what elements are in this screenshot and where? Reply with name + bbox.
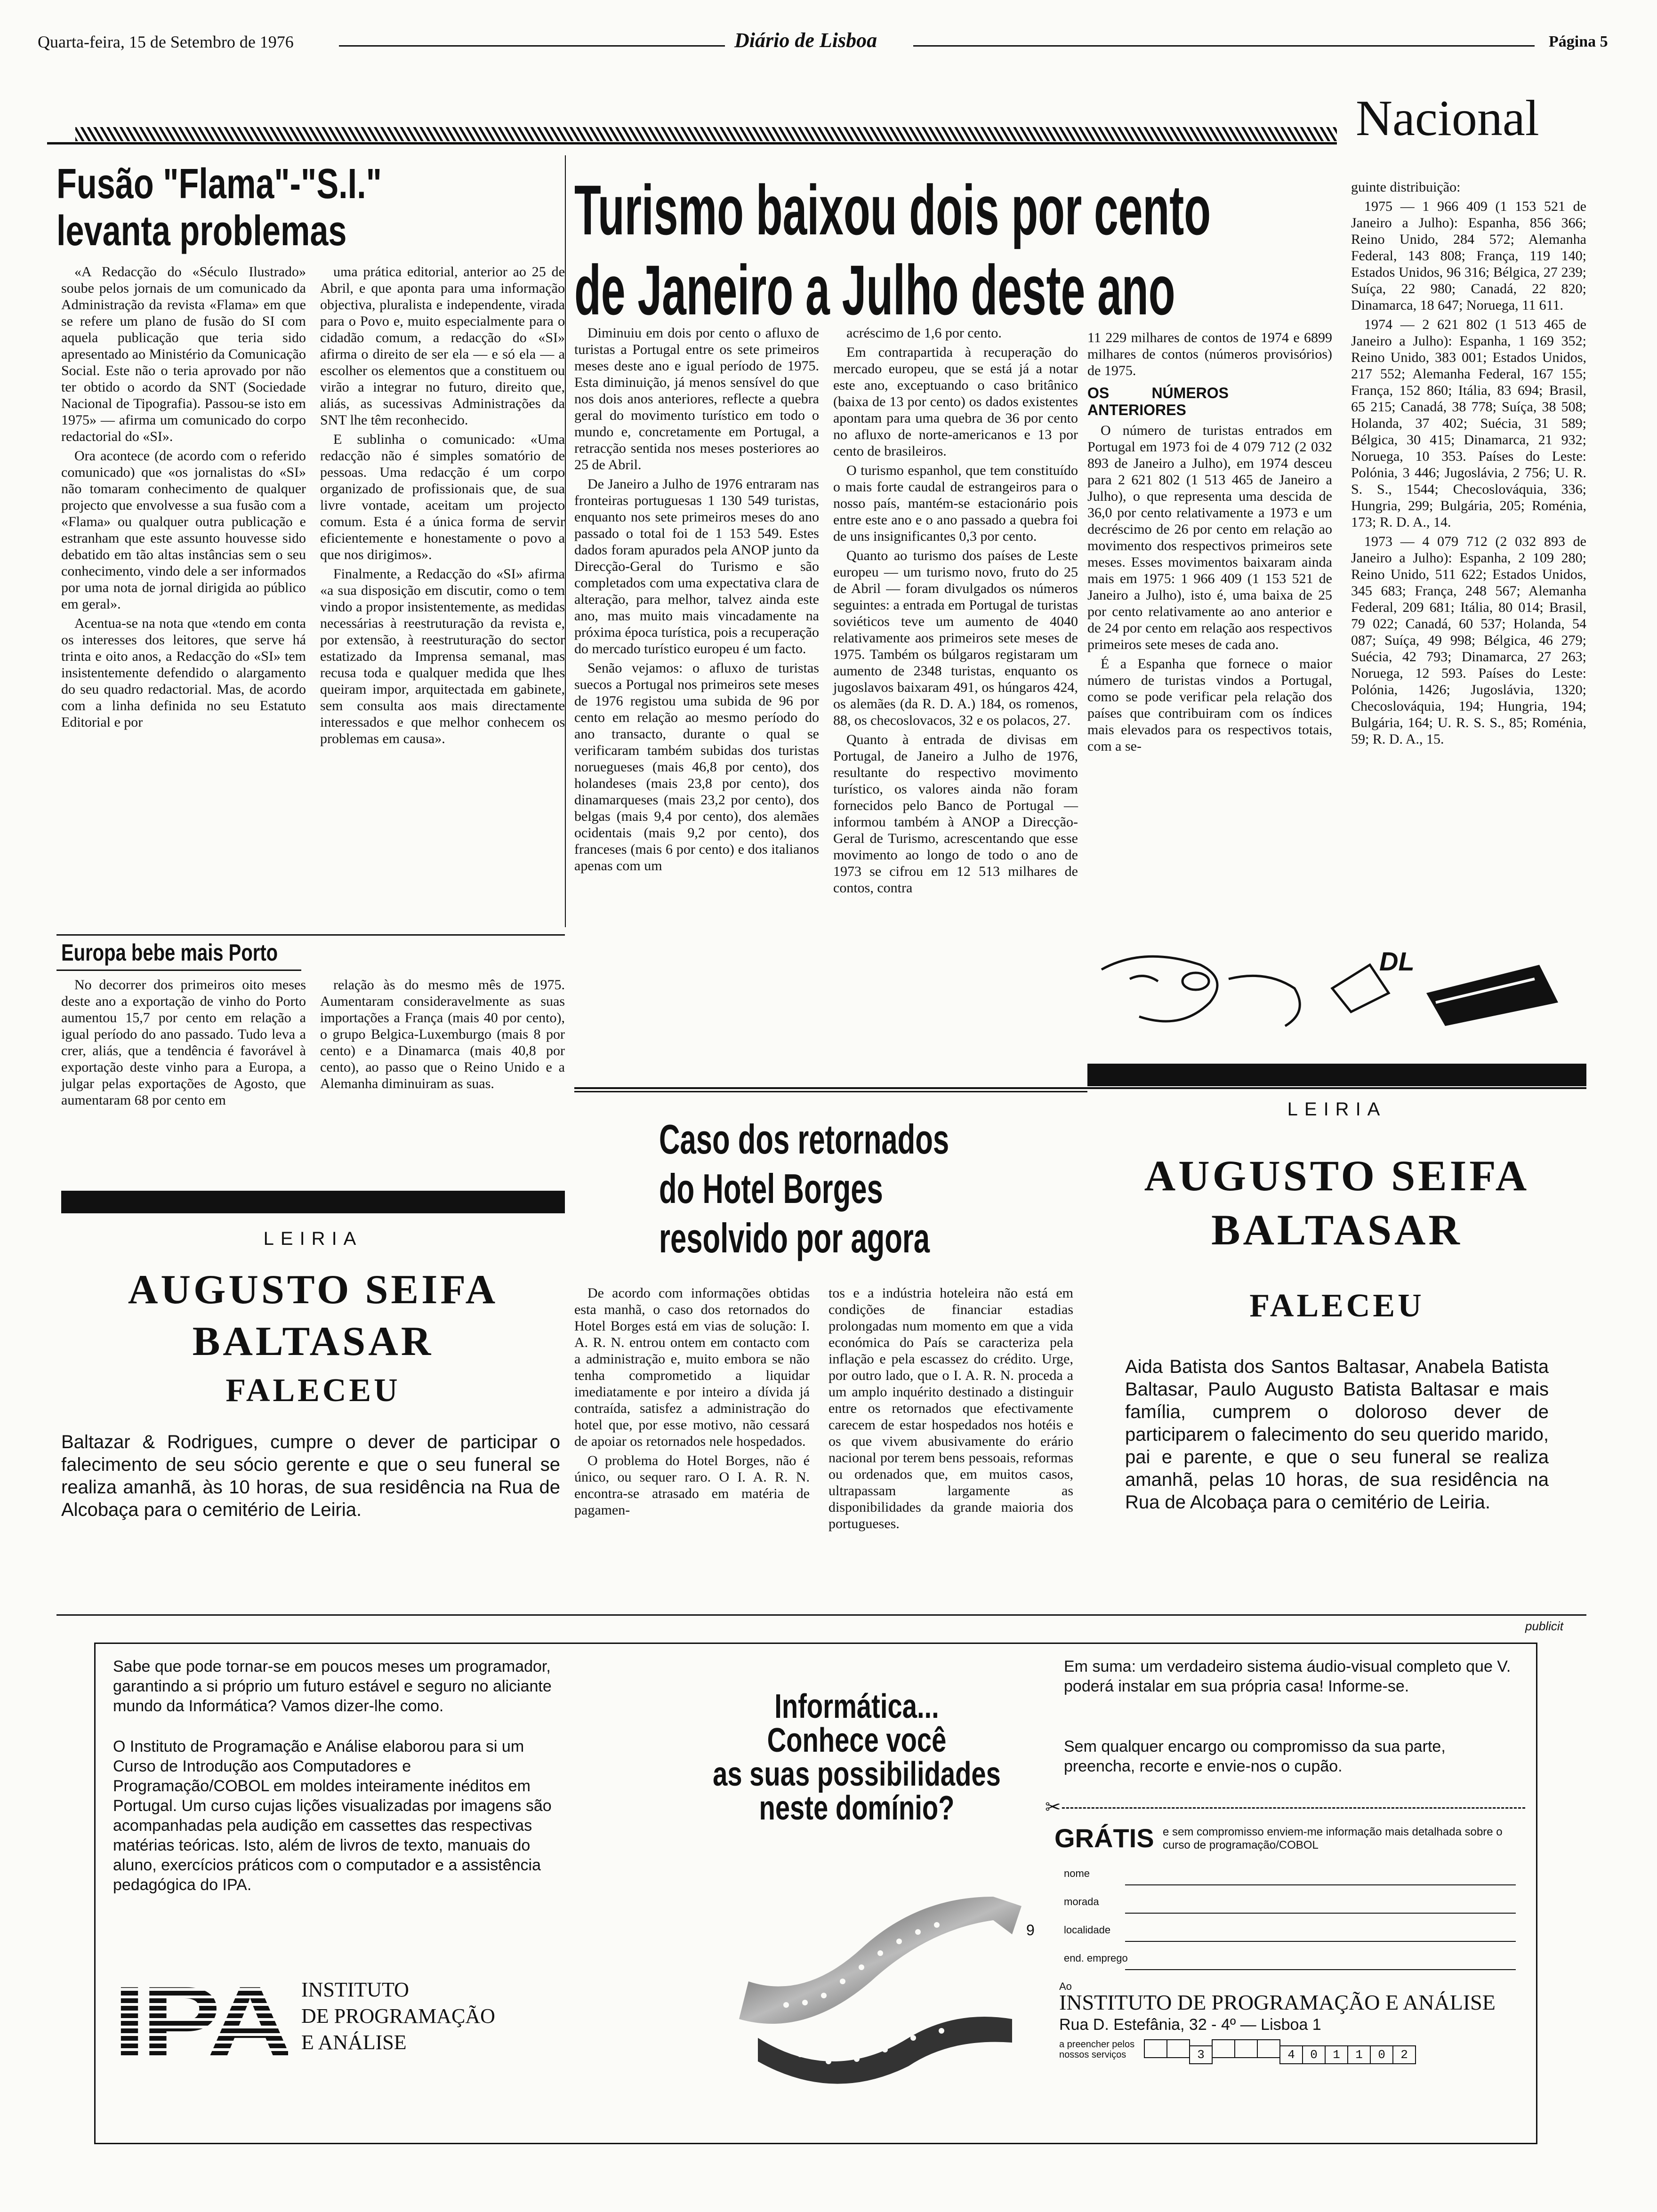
paragraph: O turismo espanhol, que tem constituído o mais forte caudal de estrangeiros para o nosso país, mantém-se estacionário pois entre este ano e o ano passado a quebra foi de uns insignificantes 0,3 por cento. bbox=[833, 463, 1078, 544]
coupon bbox=[1026, 1797, 1525, 2133]
cartoon bbox=[1087, 937, 1586, 1040]
paragraph: De Janeiro a Julho de 1976 entraram nas fronteiras portuguesas 1 130 549 turistas, enquanto nos sete primeiros meses do ano passado o total foi de 1 153 549. Estes dados foram apurados pela ANOP junto da Direcção-Geral do Turismo e são completados com uma expectativa clara de alteração, para melhor, talvez ainda este ano, mas muito mais vincadamente na próxima época turística, pois a recuperação do mercado turístico europeu é um facto. bbox=[574, 476, 819, 657]
paragraph: Senão vejamos: o afluxo de turistas suecos a Portugal nos primeiros sete meses de 1976 registou uma subida de 96 por cento em relação ao mesmo período do ano transacto, durante o qual se verificaram também subidas dos turistas noruegueses (mais 46,8 por cento), dos holandeses (mais 23,8 por cento), dos dinamarqueses (mais 23,2 por cento), dos belgas (mais 9,4 por cento), dos alemães ocidentais (mais 9,2 por cento), dos franceses (mais 6 por cento) e dos italianos apenas com um bbox=[574, 660, 819, 874]
cartoon-rule bbox=[574, 1087, 1586, 1089]
field-morada[interactable] bbox=[1064, 1896, 1516, 1915]
paragraph: relação às do mesmo mês de 1975. Aumentaram consideravelmente as suas importações a França (mais 40 por cento), o grupo Belgica-Luxemburgo (mais 8 por cento) e a Dinamarca (mais 40,8 por cento), ao passo que o Reino Unido e a Alemanha diminuiram as suas. bbox=[320, 977, 565, 1091]
punched-tape-art bbox=[730, 1840, 1036, 2104]
fusao-headline-1: Fusão "Flama"-"S.I." bbox=[56, 160, 382, 208]
paragraph: E sublinha o comunicado: «Uma redacção não é simples somatório de pessoas. Uma redacção é um corpo organizado de profissionais que, de sua livre vontade, aceitam um projecto comum. Esta é a única forma de servir eficientemente e honestamente o povo a que nos dirigimos». bbox=[320, 432, 565, 562]
obit-right-place: LEIRIA bbox=[1287, 1099, 1387, 1120]
code-box bbox=[1257, 2039, 1280, 2058]
field-line[interactable] bbox=[1125, 1941, 1516, 1942]
paragraph: Quanto ao turismo dos países de Leste europeu — um turismo novo, fruto do 25 de Abril — foram divulgados os números seguintes: a entrada em Portugal de turistas soviéticos teve um aumento de 4040 relativamente aos primeiros sete meses de 1975. Também os búlgaros registaram um aumento de 2348 turistas, enquanto os jugoslavos baixaram 491, os húngaros 424, os alemães (da R. D. A.) 184, os romenos, 88, os checoslovacos, 32 e os polacos, 27. bbox=[833, 548, 1078, 728]
europa-headline-rule bbox=[56, 970, 301, 971]
obit-left-text: Baltazar & Rodrigues, cumpre o dever de participar o falecimento de seu sócio gerente e que o seu funeral se realiza amanhã, às 10 horas, de sua residência na Rua de Alcobaça para o cemitério de Leiria. bbox=[61, 1432, 560, 1520]
paragraph: Finalmente, a Redacção do «SI» afirma «a sua disposição em discutir, como o tem vindo a propor insistentemente, as medidas necessárias à reestruturação da revista e, por extensão, à reestruturação do sector estatizado da Imprensa semanal, mas recusa toda e qualquer medida que lhes queiram impor, arquitectada em gabinete, sem consulta aos mais directamente interessados e que melhor conhecem os problemas em causa». bbox=[320, 566, 565, 746]
code-box: 2 bbox=[1392, 2045, 1416, 2064]
gratis-label: GRÁTIS bbox=[1054, 1823, 1154, 1853]
code-box: 1 bbox=[1347, 2045, 1371, 2064]
masthead-page: Página 5 bbox=[1549, 33, 1608, 50]
obit-right-name-1: AUGUSTO SEIFA bbox=[1144, 1152, 1530, 1200]
paragraph: guinte distribuição: bbox=[1351, 179, 1461, 195]
ipa-logo-line: INSTITUTO bbox=[301, 1978, 409, 2001]
obit-right-top-rule bbox=[1087, 1064, 1586, 1086]
europa-headline: Europa bebe mais Porto bbox=[61, 939, 278, 966]
masthead-rule-right bbox=[913, 45, 1535, 47]
turismo-col-4 bbox=[1351, 179, 1586, 750]
ipa-logo-text bbox=[301, 1977, 495, 2056]
retornados-top-rule bbox=[574, 1091, 1087, 1092]
ipa-logo bbox=[113, 1966, 289, 2076]
coupon-fill-note: a preencher pelos nossos serviços bbox=[1059, 2039, 1135, 2060]
obit-left-name-2: BALTASAR bbox=[192, 1319, 434, 1364]
paragraph: 11 229 milhares de contos de 1974 e 6899 milhares de contos (números provisórios) de 1975. bbox=[1087, 330, 1332, 378]
obit-right-name-2: BALTASAR bbox=[1211, 1206, 1463, 1254]
gratis-note: e sem compromisso enviem-me informação mais detalhada sobre o curso de programação/COBOL bbox=[1163, 1826, 1503, 1851]
europa-col-2 bbox=[320, 977, 565, 1095]
obit-left-place: LEIRIA bbox=[263, 1228, 363, 1249]
paragraph: 1975 — 1 966 409 (1 153 521 de Janeiro a Julho): Espanha, 856 366; Reino Unido, 284 572; Alemanha Federal, 143 808; França, 119 140; Estados Unidos, 96 316; Bélgica, 27 239; Suíça, 22 980; Canadá, 22 820; Dinamarca, 18 647; Noruega, 11 611. bbox=[1351, 199, 1586, 313]
europa-col-1 bbox=[61, 977, 306, 1111]
code-box: 3 bbox=[1189, 2045, 1213, 2064]
paragraph: acréscimo de 1,6 por cento. bbox=[846, 325, 1002, 341]
fusao-col-2 bbox=[320, 264, 565, 750]
retornados-col-1 bbox=[574, 1285, 810, 1521]
ad-top-rule bbox=[56, 1614, 1586, 1616]
turismo-col-2 bbox=[833, 325, 1078, 899]
field-line[interactable] bbox=[1125, 1969, 1516, 1970]
scissors-icon: ✂ bbox=[1045, 1797, 1061, 1818]
code-box bbox=[1166, 2039, 1190, 2058]
ipa-logo-mark: IPA bbox=[113, 1966, 289, 2076]
masthead-rule-left bbox=[339, 45, 725, 47]
code-box bbox=[1144, 2039, 1167, 2058]
ipa-logo-line: DE PROGRAMAÇÃO bbox=[301, 2004, 495, 2028]
paragraph: Em contrapartida à recuperação do mercado europeu, que se está já a notar este ano, exceptuando o caso britânico (baixa de 13 por cento) os dados existentes apontam para uma quebra de 36 por cento no afluxo de norte-americanos e 13 por cento de brasileiros. bbox=[833, 345, 1078, 459]
turismo-subhead: OS NÚMEROS ANTERIORES bbox=[1087, 385, 1229, 418]
code-box: 0 bbox=[1370, 2045, 1393, 2064]
ad-headline-line: neste domínio? bbox=[759, 1789, 955, 1827]
coupon-address: Rua D. Estefânia, 32 - 4º — Lisboa 1 bbox=[1059, 2016, 1321, 2034]
ad-headline-line: as suas possibilidades bbox=[713, 1755, 1001, 1793]
code-box bbox=[1234, 2039, 1258, 2058]
turismo-headline-2: de Janeiro a Julho deste ano bbox=[574, 250, 1175, 329]
europa-top-rule bbox=[56, 934, 565, 936]
paragraph: Diminuiu em dois por cento o afluxo de turistas a Portugal entre os sete primeiros meses deste ano e igual período de 1975. Esta diminuição, já menos sensível do que nos dois anos anteriores, reflecte a quebra geral do movimento turístico em todo o mundo e, concretamente em Portugal, a retracção sentida nos meses posteriores ao 25 de Abril. bbox=[574, 325, 819, 473]
field-label: morada bbox=[1064, 1896, 1099, 1907]
code-box bbox=[1212, 2039, 1235, 2058]
field-label: localidade bbox=[1064, 1924, 1111, 1936]
ad-headline bbox=[692, 1690, 1022, 1825]
retornados-col-2 bbox=[828, 1285, 1073, 1535]
code-box: 4 bbox=[1279, 2045, 1303, 2064]
retornados-headline-1: Caso dos retornados bbox=[659, 1116, 949, 1162]
fusao-headline-2: levanta problemas bbox=[56, 208, 347, 255]
paragraph: tos e a indústria hoteleira não está em condições de financiar estadias prolongadas num momento em que a vida económica do País se caracteriza pela inflação e pela escassez do crédito. Urge, por outro lado, que o I. A. R. N. proceda a um amplo inquérito destinado a distinguir entre os retornados que efectivamente carecem de estar hospedados nos hotéis e os que vivem abusivamente do erário nacional por terem bens pessoais, reformas ou ordenados que, em muitos casos, ultrapassam largamente as disponibilidades da grande maioria dos portugueses. bbox=[828, 1285, 1073, 1531]
code-box: 0 bbox=[1302, 2045, 1326, 2064]
turismo-col-1 bbox=[574, 325, 819, 877]
fusao-col-1 bbox=[61, 264, 306, 733]
ad-left-text-1: Sabe que pode tornar-se em poucos meses um programador, garantindo a si próprio um futuro estável e seguro no aliciante mundo da Informática? Vamos dizer-lhe como. bbox=[113, 1658, 552, 1715]
ad-headline-line: Conhece você bbox=[767, 1722, 947, 1759]
paragraph: É a Espanha que fornece o maior número de turistas vindos a Portugal, como se pode verificar pela relação dos países que contribuiram com os índices mais elevados para os respectivos totais, com a se- bbox=[1087, 656, 1332, 754]
field-nome[interactable] bbox=[1064, 1867, 1516, 1886]
column-divider bbox=[565, 155, 566, 927]
turismo-col-3 bbox=[1087, 329, 1332, 757]
masthead bbox=[0, 0, 1657, 66]
paragraph: De acordo com informações obtidas esta manhã, o caso dos retornados do Hotel Borges está em vias de solução: I. A. R. N. entrou ontem em contacto com a administração e, muito embora se não tenha comprometido a liquidar imediatamente e por inteiro a dívida já contraída, satisfez a administração do hotel que, por esse motivo, não cessará de apoiar os retornados nele hospedados. bbox=[574, 1285, 810, 1449]
paragraph: 1974 — 2 621 802 (1 513 465 de Janeiro a Julho): Espanha, 1 169 352; Reino Unido, 383 001; Estados Unidos, 217 552; Alemanha Federal, 167 155; França, 152 860; Itália, 83 694; Brasil, 65 215; Canadá, 38 778; Suíça, 38 508; Holanda, 37 402; Suécia, 31 589; Bélgica, 30 415; Dinamarca, 21 932; Noruega, 10 353. Países do Leste: Polónia, 3 446; Jugoslávia, 2 756; U. R. S. S., 1544; Checoslováquia, 336; Hungria, 299; Bulgária, 205; Roménia, 173; R. D. A., 14. bbox=[1351, 317, 1586, 530]
coupon-institute: INSTITUTO DE PROGRAMAÇÃO E ANÁLISE bbox=[1059, 1990, 1496, 2014]
section-title: Nacional bbox=[1356, 90, 1539, 146]
retornados-headline-2: do Hotel Borges bbox=[659, 1165, 883, 1212]
paragraph: Ora acontece (de acordo com o referido comunicado) que «os jornalistas do «SI» não tomaram conhecimento de qualquer projecto que envolvesse a sua fusão com a «Flama» ou qualquer outra publicação e estranham que este assunto houvesse sido debatido em tão altas instâncias sem o seu conhecimento, vindo dele a ser informados por uma nota de jornal dirigida ao público em geral». bbox=[61, 448, 306, 612]
code-boxes bbox=[1144, 2039, 1415, 2064]
masthead-date: Quarta-feira, 15 de Setembro de 1976 bbox=[38, 32, 294, 51]
field-label: nome bbox=[1064, 1867, 1090, 1879]
field-line[interactable] bbox=[1125, 1913, 1516, 1914]
retornados-headline-3: resolvido por agora bbox=[659, 1215, 930, 1261]
paragraph: Acentua-se na nota que «tendo em conta os interesses dos leitores, que serve há trinta e oito anos, a Redacção do «SI» tem insistentemente defendido o alargamento do seu quadro redactorial. Mas, de acordo com a linha definida no seu Estatuto Editorial e por bbox=[61, 616, 306, 730]
paragraph: O número de turistas entrados em Portugal em 1973 foi de 4 079 712 (2 032 893 de Janeiro a Julho), em 1974 desceu para 2 621 802 (1 513 465 de Janeiro a Julho), o que representa uma descida de 36,0 por cento relativamente a 1973 e um decréscimo de 26 por cento em relação ao movimento dos respectivos primeiros sete meses. Esses movimentos baixaram ainda mais em 1975: 1 966 409 (1 153 521 de Janeiro a Julho), isto é, uma baixa de 25 por cento relativamente ao ano anterior e de 24 por cento em relação aos respectivos primeiros sete meses de cada ano. bbox=[1087, 423, 1332, 652]
paragraph: Quanto à entrada de divisas em Portugal, de Janeiro a Julho de 1976, resultante do respectivo movimento turístico, os valores ainda não foram fornecidos pelo Banco de Portugal — informou também à ANOP a Direcção-Geral de Turismo, acrescentando que esse movimento ao longo de todo o ano de 1973 se cifrou em 12 513 milhares de contos, contra bbox=[833, 732, 1078, 896]
obit-left-top-rule bbox=[61, 1191, 565, 1213]
obit-right-status: FALECEU bbox=[1249, 1288, 1424, 1324]
obit-right-text: Aida Batista dos Santos Baltasar, Anabela Batista Baltasar, Paulo Augusto Batista Baltasar e mais família, cumprem o doloroso dever de participarem o falecimento do seu querido marido, pai e parente, e que o seu funeral se realiza amanhã, pelas 10 horas, de sua residência na Rua de Alcobaça para o cemitério de Leiria. bbox=[1125, 1356, 1549, 1513]
field-label: end. emprego bbox=[1064, 1952, 1128, 1964]
ad-left-text-2: O Instituto de Programação e Análise elaborou para si um Curso de Introdução aos Computadores e Programação/COBOL em moldes inteiramente inéditos em Portugal. Um curso cujas lições visualizadas por imagens são acompanhadas pela audição em cassettes das respectivas matérias teóricas. Isto, além de livros de texto, manuais do aluno, exercícios práticos com o computador e a assistência pedagógica do IPA. bbox=[113, 1738, 552, 1894]
code-box: 1 bbox=[1325, 2045, 1348, 2064]
obit-left-status: FALECEU bbox=[225, 1372, 401, 1409]
cartoon-signature: DL bbox=[1379, 946, 1415, 976]
margin-digit: 9 bbox=[1026, 1922, 1035, 1939]
field-localidade[interactable] bbox=[1064, 1924, 1516, 1943]
paragraph: uma prática editorial, anterior ao 25 de Abril, e que aponta para uma informação objectiva, pluralista e independente, virada para o Povo e, muito especialmente para o cidadão comum, a redacção do «SI» afirma o direito de ser ela — e só ela — a escolher os elementos que a constituem ou virão a integrar no futuro, direito que, aliás, as sucessivas Administrações da SNT lhe têm reconhecido. bbox=[320, 264, 565, 428]
masthead-paper: Diário de Lisboa bbox=[734, 29, 877, 52]
obit-left-name-1: AUGUSTO SEIFA bbox=[128, 1267, 499, 1313]
coupon-to: Ao bbox=[1059, 1980, 1072, 1992]
field-emprego[interactable] bbox=[1064, 1952, 1516, 1971]
ad-tag: publicit bbox=[1525, 1619, 1563, 1633]
field-line[interactable] bbox=[1125, 1884, 1516, 1885]
paragraph: 1973 — 4 079 712 (2 032 893 de Janeiro a Julho): Espanha, 2 109 280; Reino Unido, 511 622; Estados Unidos, 345 683; França, 248 567; Alemanha Federal, 209 681; Itália, 80 014; Brasil, 79 022; Canadá, 60 537; Holanda, 54 087; Suíça, 49 998; Bélgica, 46 279; Suécia, 42 793; Dinamarca, 27 263; Noruega, 12 593. Países do Leste: Polónia, 1426; Jugoslávia, 1320; Checoslováquia, 194; Hungria, 194; Bulgária, 164; U. R. S. S., 85; Roménia, 59; R. D. A., 15. bbox=[1351, 534, 1586, 747]
ad-right-text-2: Sem qualquer encargo ou compromisso da sua parte, preencha, recorte e envie-nos o cupão. bbox=[1064, 1738, 1446, 1775]
paragraph: «A Redacção do «Século Ilustrado» soube pelos jornais de um comunicado da Administração da revista «Flama» em que se refere um plano de fusão do SI com aquela publicação que teria sido apresentado ao Ministério da Comunicação Social. Este não o teria aprovado por não ter obtido o acordo da SNT (Sociedade Nacional de Tipografia). Passou-se isto em 1975» — afirma um comunicado do corpo redactorial do «SI». bbox=[61, 264, 306, 444]
paragraph: O problema do Hotel Borges, não é único, ou sequer raro. O I. A. R. N. encontra-se atrasado em matéria de pagamen- bbox=[574, 1453, 810, 1518]
ad-right-text-1: Em suma: um verdadeiro sistema áudio-visual completo que V. poderá instalar em sua própria casa! Informe-se. bbox=[1064, 1658, 1511, 1695]
paragraph: No decorrer dos primeiros oito meses deste ano a exportação de vinho do Porto aumentou 15,7 por cento em relação a igual período do ano passado. Tudo leva a crer, aliás, que a tendência é favorável à exportação deste vinho para a Europa, a julgar pelas exportações de Agosto, que aumentaram 68 por cento em bbox=[61, 977, 306, 1108]
ipa-logo-line: E ANÁLISE bbox=[301, 2031, 407, 2054]
punched-tape-illustration bbox=[730, 1840, 1036, 2104]
hatch-band-rule bbox=[47, 142, 1337, 144]
turismo-headline-1: Turismo baixou dois por cento bbox=[574, 170, 1211, 249]
cartoon-drawing bbox=[1087, 937, 1586, 1040]
hatch-band bbox=[75, 127, 1337, 141]
ad-headline-line: Informática... bbox=[774, 1688, 939, 1725]
